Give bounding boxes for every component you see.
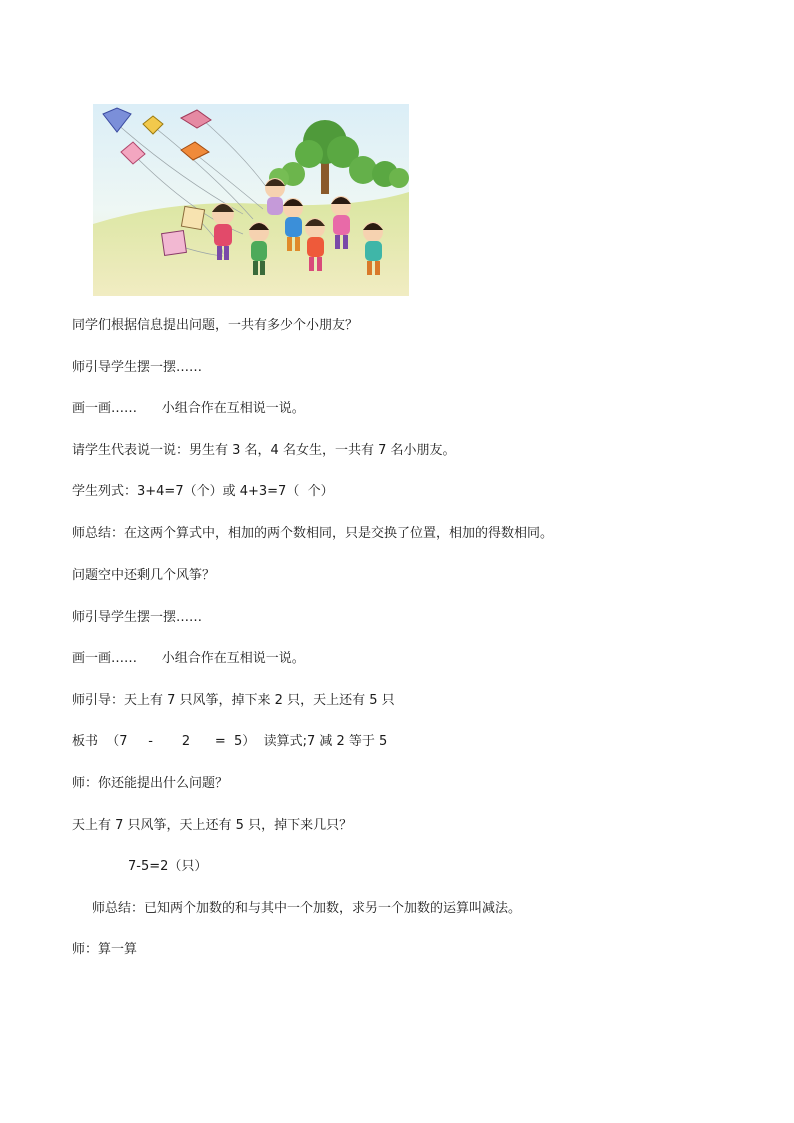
text-line-9: 画一画…… 小组合作在互相说一说。 <box>72 651 305 666</box>
text-line-1: 同学们根据信息提出问题，一共有多少个小朋友？ <box>72 318 359 333</box>
text-line-10: 师引导：天上有 7 只风筝，掉下来 2 只，天上还有 5 只 <box>72 693 395 708</box>
kite-flying-illustration <box>93 104 409 296</box>
text-line-15: 师总结：已知两个加数的和与其中一个加数，求另一个加数的运算叫减法。 <box>92 901 522 916</box>
text-line-16: 师：算一算 <box>72 942 138 957</box>
text-line-5: 学生列式：3+4=7（个）或 4+3=7（ 个） <box>72 484 334 499</box>
text-line-12: 师：你还能提出什么问题？ <box>72 776 229 791</box>
text-line-3: 画一画…… 小组合作在互相说一说。 <box>72 401 305 416</box>
text-line-11: 板书 （7 - 2 = 5） 读算式;7 减 2 等于 5 <box>72 734 388 749</box>
text-line-7: 问题空中还剩几个风筝？ <box>72 568 216 583</box>
text-line-4: 请学生代表说一说：男生有 3 名，4 名女生，一共有 7 名小朋友。 <box>72 443 456 458</box>
text-line-14: 7-5=2（只） <box>128 859 208 874</box>
text-line-13: 天上有 7 只风筝，天上还有 5 只，掉下来几只？ <box>72 818 353 833</box>
text-line-2: 师引导学生摆一摆…… <box>72 360 203 375</box>
text-line-6: 师总结：在这两个算式中，相加的两个数相同，只是交换了位置，相加的得数相同。 <box>72 526 554 541</box>
text-line-8: 师引导学生摆一摆…… <box>72 610 203 625</box>
